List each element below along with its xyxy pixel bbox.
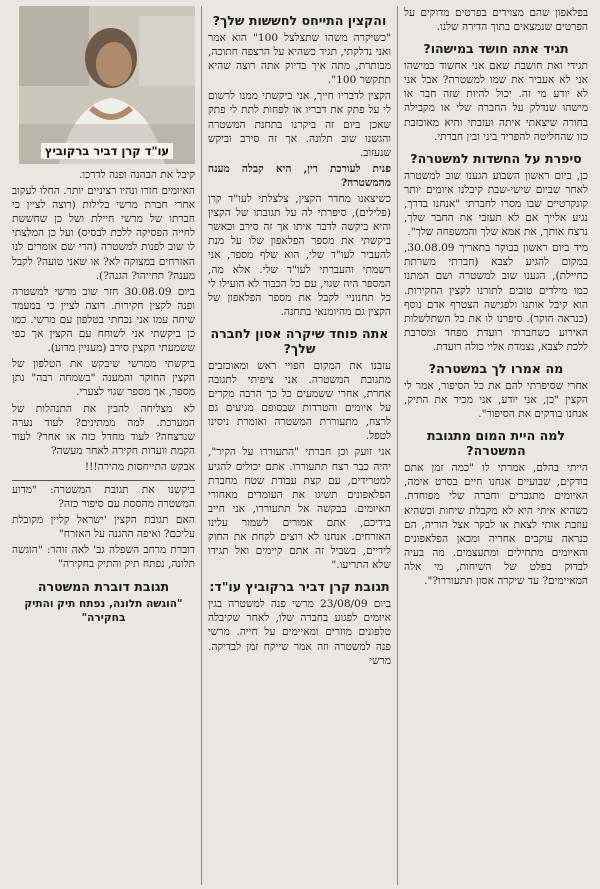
- portrait-image: [19, 6, 195, 164]
- paragraph: אבקש התייחסות מהירה!!!: [84, 460, 195, 473]
- question-heading: מה אמרו לך במשטרה?: [428, 360, 564, 376]
- article-columns: [6, 6, 594, 885]
- police-response-text: "הוגשה תלונה, נפתח תיק והתיק בחקירה": [24, 597, 183, 624]
- paragraph: ביום 30.08.09 חזר שוב מרשי למשטרה ופנה לקצין חקירות. רוצה לציין כי במעמד שיחה עמו אני נכחתי בטלפון עם מרשי. כמו כן ביקשתי אני לשוחח עם הקצין אך כפי ששמעתי הקצין סירב (מעניין מדוע).: [12, 285, 195, 355]
- paragraph: תגידי ואת חושבת שאם אני אחשוד במישהו אני לא אעביר את שמו למשטרה? אבל אני לא יודע מי זה. יכול להיות שזה חבר או מישהו שנדלק על החברה שלי או מקבילה בחורה שיצאתי איתה ועזבתי והיא מאוכזבת כזו שהחליטה להפריד ביני ובין חברתי.: [404, 60, 588, 143]
- paragraph: ביקשתי ממרשי שיבקש את הטלפון של הקצין החוקר והמענה "בשמחה רבה" נתן מספר, אך מספר שגוי לצערי.: [12, 358, 195, 399]
- paragraph: אני זועק וכן חברתי "התעוררו על הקיר", יהיה כבר רצח תתעוררו. אתם יכולים להגיע למטרידים, עם קצת עבודת שטח מחברת הפלאפונים תשיגו את העומדים מאחורי האיומים. בבקשה אל תתעוררו, אני חייב בידיכם, אתם אמורים לשמור עלינו האזרחים. אנחנו לא רוצים לקחת את החוק לידיים, בשביל זה אתם קיימים ואל תגידו שלא התריעו.": [208, 446, 391, 572]
- question-heading: למה היית המום מתגובת המשטרה?: [426, 428, 565, 459]
- question-heading: אתה פוחד שיקרה אסון לחברה שלך?: [210, 325, 389, 356]
- lawyer-photo: [19, 6, 195, 164]
- question-heading: והקצין התייחס לחששות שלך?: [212, 13, 387, 28]
- lawyer-response-heading: תגובת קרן דביר ברקוביץ עו"ד:: [209, 579, 390, 595]
- paragraph: "כשיקרה משהו שתצלצל 100" הוא אמר ואני נדלקתי, תגיד כשהיא על הרצפה חתוכה, מבותרת, מתה איך בדיוק אתה רוצה שהיא תתקשר 100".: [208, 32, 391, 87]
- photo-caption: עו"ד קרן דביר ברקוביץ: [19, 144, 195, 158]
- paragraph: הייתי בהלם, אמרתי לו "כמה זמן אתם בודקים, שבועיים אנחנו חיים בסרט אימה, האיומים מתגברים וחברה שלי מפוחדת. כשהיא איתי היא לא מקבלת שיחות וכשהיא עוזבת אותי לצאת או לבקר אצל הוריה, הם כנראה עוקבים אחריה ומכאן הפלאפונים והאיומים מתחילים ומתעצמים. מה בעיה לבדוק בפלט של השיחות, מי אלה המאיימים? עד שיקרה אסון תתעוררו?".: [404, 462, 588, 587]
- paragraph: האיומים חזרו ונהיו רציניים יותר. החלו לעקוב אחרי חברת מרשי בלילות (רוצה לציין כי חברתו של מרשי חיילת ושל כן שחששת לחייה הפסיקה ללכת לבסיס) ועל כן המלצתי לו שוב לפנות למשטרה (הרי שם אומרים לנו האזרחים במצוקה לא? או שאני טועה? לקבל מענה? תחייהו? הגנה?).: [12, 185, 195, 282]
- police-response-heading: תגובת דוברת המשטרה: [37, 578, 170, 594]
- column-middle: [202, 6, 398, 885]
- paragraph: בפלאפון שהם מצוידים בפרטים מדוקים על הפרטים שנמצאים בתוך הדירה שלנו.: [404, 7, 588, 34]
- divider: [12, 480, 195, 481]
- column-left: [6, 6, 202, 885]
- paragraph: מיד ביום ראשון בבוקר בתאריך 30.08.09, במקום להגיע לצבא (חברתי משרתת כחיילת), הגענו שוב למשטרה ושם המתנו כמו מילדים טובים לתורנו לקצין החקירות. הוא קיבל אותנו ולפגישה הצטרף אדם נוסף (כנראה חוקר). סיפרנו לו את כל השתלשלות האירוע כשחברתי רועדת מפחד ומסרבת ללכת לצבא, נצמדת אליי כולה רועדת.: [404, 242, 588, 353]
- question-heading: תגיד אתה חושד במישהו?: [423, 41, 569, 57]
- paragraph: קיבל את הבהנה ופנה לדרכו.: [79, 169, 195, 181]
- paragraph: עזבנו את המקום חפויי ראש ומאוכזבים מתגובת המשטרה. אני ציפיתי לתגובה אחרת, אחרי ששמעים כל כך הרבה מקרים על איומים והטרדות שבסופם מגיעים גם לרצח, מתעוררת המשטרה ואומרת ניסינו לטפל.: [208, 359, 391, 443]
- paragraph: הקצין לדבריו חייך, אני ביקשתי ממנו לרשום לי על פתק את דבריו או לפחות לתת לי פתק שאכן ביום זה ביקרנו בתחנת המשטרה והגשנו שוב תלונה. אך זה סירב וביקש שנעזוב.: [208, 90, 391, 159]
- subquestion: פנית לעורכת דין, היא קבלה מענה מהמשטרה?: [208, 162, 391, 189]
- paragraph: אחרי שסיפרתי להם את כל הסיפור, אמר לי הקצין "כן, אני יודע, אני מכיר את התיק, אנחנו בודקים את הסיפור".: [404, 379, 588, 421]
- paragraph: כן, ביום ראשון השבוע הגענו שוב למשטרה לאחר שביום שישי-שבת קיבלנו איומים יותר קונקרטיים שבו מסרו לחברתי "אנחנו בדרך, נגיע אלייך אם לא תעזבי את החבר שלך, נרצח אותך, את אמא שלך והמשפחה שלך".: [404, 169, 588, 239]
- paragraph: ביקשנו את תגובת המשטרה: "מדוע המשטרה מהססת עם סיפור כזה?: [12, 483, 195, 511]
- column-right: [398, 6, 594, 885]
- paragraph: כשיצאנו מחדר הקצין, צלצלתי לעו"ד קרן (פלילים), סיפרתי לה על תגובתו של הקצין והיא ביקשה לדבר איתו אך זה סירב וכאשר ביקשתי את מספר הפלאפון שלו על מנת להעביר לעו"ד שלי, הוא שלף מספר, אני רשמתי והעברתי לעו"ד שלי. אלא מה, המספר היה שגוי, עם כל הכבוד לא הועילו לי כל תחנוניי לקבל את מספר הפלאפון של הקצין גם מהיומנאי בתחנה.: [208, 193, 391, 318]
- paragraph: דוברת מרחב השפלה גב' לאה זוהר: "הוגשה תלונה, נפתח תיק והתיק בחקירה": [12, 544, 195, 571]
- question-heading: סיפרת על החשדות למשטרה?: [410, 150, 582, 166]
- paragraph: לא מצליחה להבין את התנהלות של המערכת. למה ממתינים? לעוד נערה שנרצחה? לעוד מחדל כזה או אחר? לעוד הקמת וועדות חקירה לאחר מעשה?: [12, 402, 195, 457]
- paragraph: ביום 23/08/09 מרשי פנה למשטרה בגין איומים לפגוע בחברה שלו, לאחר שקיבלה טלפונים מוזרים ומאיימים על חייה. מרשי פנה למשטרה וזה אמר שייקח זמן לבדיקה. מרשי: [208, 598, 391, 667]
- paragraph: האם תגובת הקצין 'ישראל קליין מקובלת עליכם? ואיפה ההגנה על האזרח": [12, 514, 195, 541]
